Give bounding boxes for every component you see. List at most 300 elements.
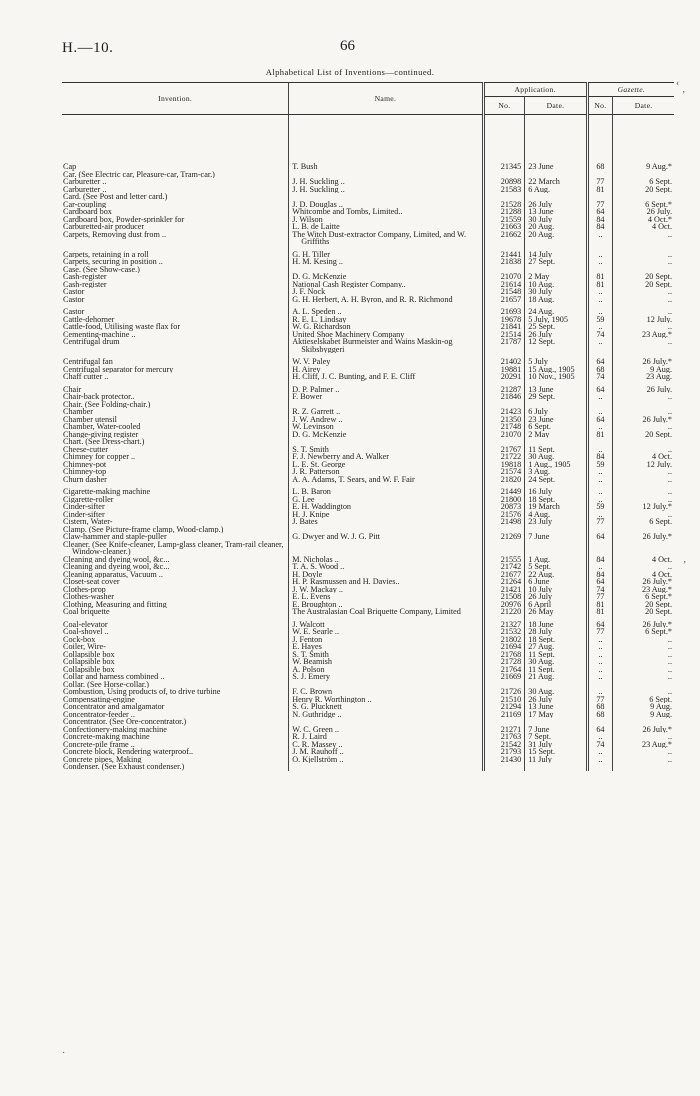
table-row <box>62 266 674 274</box>
name-cell: United Shoe Machinery Company <box>289 331 483 339</box>
invention-cell: Cock-box <box>63 635 96 643</box>
name-cell: S. J. Emery <box>289 673 483 681</box>
table-row <box>62 178 674 186</box>
gazette-no-cell: .. <box>587 303 612 316</box>
application-no-cell: 21070 <box>483 273 525 281</box>
gazette-no-cell: .. <box>587 673 612 681</box>
gazette-no-cell: 84 <box>587 453 612 461</box>
application-no-cell: 21693 <box>483 303 525 316</box>
table-row <box>62 748 674 756</box>
gazette-no-cell: 81 <box>587 281 612 289</box>
gazette-date-cell: .. <box>613 673 674 681</box>
name-cell: G. H. Tiller <box>289 246 483 259</box>
gazette-no-cell: 59 <box>587 316 612 324</box>
invention-cell: Cigarette-roller <box>63 495 114 503</box>
name-cell: H. M. Kesing .. <box>289 258 483 266</box>
invention-cell: Cistern, Water- <box>63 518 113 526</box>
gazette-no-cell: .. <box>587 258 612 266</box>
application-no-cell <box>483 171 525 179</box>
gazette-date-cell: .. <box>613 338 674 353</box>
name-cell: F. Bower <box>289 393 483 401</box>
table-row <box>62 511 674 519</box>
name-cell: A. L. Speden .. <box>289 303 483 316</box>
name-cell: W. E. Searle .. <box>289 628 483 636</box>
gazette-no-cell <box>587 763 612 771</box>
table-row <box>62 171 674 179</box>
gazette-date-cell <box>613 266 674 274</box>
gazette-no-cell: 64 <box>587 353 612 366</box>
name-cell: L. E. St. George <box>289 461 483 469</box>
name-cell: R. Z. Garrett .. <box>289 408 483 416</box>
gazette-no-cell: 74 <box>587 373 612 381</box>
table-row <box>62 258 674 266</box>
application-date-cell: 11 July <box>525 756 587 764</box>
gazette-no-cell <box>587 541 612 556</box>
application-date-cell: 6 July <box>525 408 587 416</box>
application-no-cell: 21802 <box>483 636 525 644</box>
application-date-cell: 5 July <box>525 353 587 366</box>
column-header-application: Application. <box>483 83 587 97</box>
name-cell: National Cash Register Company.. <box>289 281 483 289</box>
application-no-cell: 21767 <box>483 446 525 454</box>
invention-cell: Cigarette-making machine <box>63 487 151 496</box>
application-no-cell <box>483 541 525 556</box>
invention-cell: Coal-shovel .. <box>63 628 109 636</box>
invention-cell: Cinder-sifter <box>63 510 105 518</box>
gazette-date-cell: 26 July.* <box>613 353 674 366</box>
gazette-date-cell: 6 Sept.* <box>613 593 674 601</box>
gazette-date-cell: 23 Aug.* <box>613 741 674 749</box>
table-row <box>62 468 674 476</box>
application-no-cell: 21528 <box>483 201 525 209</box>
table-row <box>62 688 674 696</box>
table-row <box>62 741 674 749</box>
invention-cell: Cash-register <box>63 280 107 288</box>
table-row <box>62 416 674 424</box>
invention-cell: Clothes-prop <box>63 585 106 593</box>
table-row <box>62 726 674 734</box>
gazette-no-cell: .. <box>587 296 612 304</box>
gazette-no-cell: 77 <box>587 628 612 636</box>
table-row <box>62 496 674 504</box>
application-date-cell: 5 Sept. <box>525 563 587 571</box>
table-row <box>62 316 674 324</box>
invention-cell: Chamber utensil <box>63 415 117 423</box>
table-row <box>62 431 674 439</box>
application-date-cell: 16 July <box>525 483 587 496</box>
application-no-cell: 21559 <box>483 216 525 224</box>
gazette-date-cell <box>613 526 674 534</box>
gazette-date-cell: .. <box>613 258 674 266</box>
application-date-cell: 23 July <box>525 518 587 526</box>
application-date-cell <box>525 541 587 556</box>
gazette-no-cell: 68 <box>587 703 612 711</box>
invention-cell: Coal-elevator <box>63 619 108 628</box>
application-no-cell: 21764 <box>483 666 525 674</box>
application-date-cell: 10 Aug. <box>525 281 587 289</box>
invention-cell: Chair. (See Folding-chair.) <box>63 400 151 408</box>
invention-cell: Chair-back protector.. <box>63 393 135 401</box>
gazette-no-cell: 81 <box>587 273 612 281</box>
application-date-cell: 30 Aug. <box>525 658 587 666</box>
application-no-cell: 21614 <box>483 281 525 289</box>
application-no-cell: 19881 <box>483 366 525 374</box>
gazette-no-cell: 77 <box>587 518 612 526</box>
table-row <box>62 756 674 764</box>
application-no-cell <box>483 718 525 726</box>
application-no-cell: 21345 <box>483 115 525 171</box>
name-cell <box>289 763 483 771</box>
name-cell: G. Dwyer and W. J. G. Pitt <box>289 533 483 541</box>
gazette-date-cell: 9 Aug.* <box>613 115 674 171</box>
gazette-no-cell: .. <box>587 666 612 674</box>
gazette-date-cell: 26 July.* <box>613 533 674 541</box>
invention-cell: Carpets, retaining in a roll <box>63 249 149 258</box>
invention-cell: Collar and harness combined .. <box>63 673 165 681</box>
name-cell <box>289 193 483 201</box>
gazette-date-cell: .. <box>613 496 674 504</box>
gazette-date-cell: .. <box>613 393 674 401</box>
gazette-date-cell: .. <box>613 748 674 756</box>
gazette-date-cell <box>613 193 674 201</box>
name-cell: W. G. Richardson <box>289 323 483 331</box>
gazette-date-cell: .. <box>613 636 674 644</box>
application-no-cell: 21820 <box>483 476 525 484</box>
name-cell: R. E. L. Lindsay <box>289 316 483 324</box>
name-cell: H. Airey <box>289 366 483 374</box>
name-cell: W. V. Paley <box>289 353 483 366</box>
column-header-gazette-no: No. <box>587 97 612 115</box>
application-date-cell: 3 Aug. <box>525 468 587 476</box>
application-date-cell: 10 July <box>525 586 587 594</box>
application-date-cell: 29 Sept. <box>525 393 587 401</box>
invention-cell: Chimney-top <box>63 468 107 476</box>
application-date-cell: 6 June <box>525 578 587 586</box>
table-row <box>62 381 674 394</box>
gazette-date-cell: .. <box>613 756 674 764</box>
invention-cell: Cap <box>63 162 77 171</box>
gazette-date-cell <box>613 541 674 556</box>
name-cell: A. Polson <box>289 666 483 674</box>
margin-mark: ‹ <box>676 78 680 89</box>
gazette-no-cell: .. <box>587 231 612 246</box>
name-cell: Aktieselskabet Burmeister and Wains Maskin-og Skibsbyggeri <box>289 338 483 353</box>
table-row <box>62 373 674 381</box>
gazette-date-cell: 9 Aug. <box>613 366 674 374</box>
gazette-date-cell: 12 July. <box>613 461 674 469</box>
name-cell: J. Walcott <box>289 616 483 629</box>
gazette-no-cell: 74 <box>587 586 612 594</box>
table-row <box>62 476 674 484</box>
table-row <box>62 593 674 601</box>
gazette-date-cell: .. <box>613 323 674 331</box>
name-cell: H. Doyle <box>289 571 483 579</box>
name-cell: J. Fenton <box>289 636 483 644</box>
application-date-cell: 5 July, 1905 <box>525 316 587 324</box>
gazette-no-cell <box>587 438 612 446</box>
gazette-no-cell <box>587 681 612 689</box>
application-date-cell: 21 Aug. <box>525 673 587 681</box>
invention-cell: Carpets, securing in position .. <box>63 258 163 266</box>
application-no-cell: 21542 <box>483 741 525 749</box>
application-no-cell <box>483 438 525 446</box>
application-date-cell: 20 Aug. <box>525 231 587 246</box>
gazette-date-cell: 23 Aug. <box>613 373 674 381</box>
name-cell: W. C. Green .. <box>289 726 483 734</box>
invention-cell: Clamp. (See Picture-frame clamp, Wood-clamp.) <box>63 525 224 533</box>
application-date-cell: 30 July <box>525 288 587 296</box>
application-no-cell <box>483 401 525 409</box>
gazette-date-cell: .. <box>613 666 674 674</box>
gazette-date-cell: 9 Aug. <box>613 703 674 711</box>
table-row <box>62 231 674 246</box>
application-date-cell: 26 July <box>525 331 587 339</box>
application-date-cell <box>525 438 587 446</box>
application-date-cell: 27 Sept. <box>525 258 587 266</box>
gazette-no-cell: .. <box>587 446 612 454</box>
invention-cell: Concrete-pile frame .. <box>63 740 135 748</box>
application-no-cell: 21742 <box>483 563 525 571</box>
invention-cell: Collapsible box <box>63 650 115 658</box>
gazette-date-cell: .. <box>613 483 674 496</box>
application-date-cell: 18 June <box>525 616 587 629</box>
name-cell: T. Bush <box>289 115 483 171</box>
table-row <box>62 711 674 719</box>
table-row <box>62 696 674 704</box>
invention-cell: Concentrator and amalgamator <box>63 703 165 711</box>
gazette-date-cell: 6 Sept. <box>613 178 674 186</box>
gazette-no-cell: 77 <box>587 593 612 601</box>
name-cell: W. Beamish <box>289 658 483 666</box>
gazette-date-cell: 6 Sept. <box>613 518 674 526</box>
invention-cell: Concentrator. (See Ore-concentrator.) <box>63 718 187 726</box>
gazette-date-cell: .. <box>613 231 674 246</box>
invention-cell: Concrete-making machine <box>63 733 150 741</box>
gazette-date-cell: .. <box>613 511 674 519</box>
application-no-cell: 21288 <box>483 208 525 216</box>
gazette-no-cell: .. <box>587 323 612 331</box>
application-date-cell: 24 Aug. <box>525 303 587 316</box>
application-no-cell: 21768 <box>483 651 525 659</box>
application-date-cell <box>525 171 587 179</box>
application-date-cell: 6 Sept. <box>525 423 587 431</box>
gazette-date-cell: .. <box>613 468 674 476</box>
invention-cell: Cementing-machine .. <box>63 330 136 338</box>
gazette-no-cell: 77 <box>587 696 612 704</box>
application-date-cell: 15 Sept. <box>525 748 587 756</box>
application-date-cell: 2 May <box>525 273 587 281</box>
name-cell: N. Guthridge .. <box>289 711 483 719</box>
name-cell: E. Hayes <box>289 643 483 651</box>
application-date-cell: 23 June <box>525 115 587 171</box>
table-header <box>62 83 674 115</box>
name-cell: M. Nicholas .. <box>289 556 483 564</box>
invention-cell: Closet-seat cover <box>63 578 120 586</box>
gazette-date-cell: .. <box>613 423 674 431</box>
gazette-date-cell: .. <box>613 446 674 454</box>
gazette-no-cell: 68 <box>587 366 612 374</box>
invention-cell: Cleaning and dyeing wool, &c... <box>63 555 170 563</box>
gazette-date-cell: 6 Sept.* <box>613 628 674 636</box>
name-cell: F. C. Brown <box>289 688 483 696</box>
name-cell <box>289 718 483 726</box>
gazette-no-cell <box>587 266 612 274</box>
gazette-no-cell: .. <box>587 496 612 504</box>
table-row <box>62 303 674 316</box>
name-cell <box>289 541 483 556</box>
application-date-cell: 11 Sept. <box>525 446 587 454</box>
gazette-date-cell: 26 July.* <box>613 726 674 734</box>
gazette-date-cell: .. <box>613 408 674 416</box>
name-cell: O. Kjellström .. <box>289 756 483 764</box>
gazette-date-cell: 20 Sept. <box>613 186 674 194</box>
gazette-no-cell: .. <box>587 476 612 484</box>
gazette-date-cell: .. <box>613 688 674 696</box>
name-cell: S. T. Smith <box>289 651 483 659</box>
name-cell: E. H. Waddington <box>289 503 483 511</box>
table-row <box>62 338 674 353</box>
application-date-cell: 19 March <box>525 503 587 511</box>
column-header-gazette-date: Date. <box>613 97 674 115</box>
invention-cell: Combustion, Using products of, to drive turbine <box>63 688 221 696</box>
name-cell: T. A. S. Wood .. <box>289 563 483 571</box>
gazette-no-cell: 64 <box>587 533 612 541</box>
application-no-cell: 21498 <box>483 518 525 526</box>
table-row <box>62 518 674 526</box>
application-no-cell: 21663 <box>483 223 525 231</box>
gazette-date-cell: .. <box>613 296 674 304</box>
table-row <box>62 483 674 496</box>
gazette-date-cell: 12 July.* <box>613 503 674 511</box>
table-row <box>62 666 674 674</box>
invention-cell: Centrifugal separator for mercury <box>63 365 174 373</box>
name-cell: J. W. Andrew .. <box>289 416 483 424</box>
table-row <box>62 628 674 636</box>
gazette-date-cell: 6 Sept. <box>613 696 674 704</box>
application-no-cell: 21421 <box>483 586 525 594</box>
gazette-no-cell: 77 <box>587 201 612 209</box>
application-no-cell: 21548 <box>483 288 525 296</box>
name-cell: J. Wilson <box>289 216 483 224</box>
gazette-date-cell: 20 Sept. <box>613 608 674 616</box>
table-row <box>62 601 674 609</box>
gazette-no-cell: 84 <box>587 216 612 224</box>
invention-cell: Coal briquette <box>63 608 110 616</box>
invention-cell: Cattle-food, Utilising waste flax for <box>63 323 181 331</box>
inventions-table <box>62 82 674 771</box>
application-no-cell: 21327 <box>483 616 525 629</box>
gazette-date-cell: 4 Oct. <box>613 571 674 579</box>
table-row <box>62 556 674 564</box>
name-cell: J. Bates <box>289 518 483 526</box>
application-date-cell: 18 Sept. <box>525 636 587 644</box>
invention-cell: Change-giving register <box>63 430 139 438</box>
invention-cell: Car-coupling <box>63 200 107 208</box>
application-no-cell: 21662 <box>483 231 525 246</box>
application-date-cell: 6 April <box>525 601 587 609</box>
gazette-no-cell: .. <box>587 643 612 651</box>
table-row <box>62 533 674 541</box>
table-row <box>62 503 674 511</box>
application-no-cell: 21763 <box>483 733 525 741</box>
gazette-no-cell: .. <box>587 246 612 259</box>
name-cell: Henry R. Worthington .. <box>289 696 483 704</box>
table-row <box>62 643 674 651</box>
gazette-date-cell <box>613 718 674 726</box>
application-date-cell: 30 Aug. <box>525 453 587 461</box>
application-date-cell: 18 Aug. <box>525 296 587 304</box>
application-no-cell: 21287 <box>483 381 525 394</box>
invention-cell: Chimney-pot <box>63 460 107 468</box>
application-date-cell: 7 Sept. <box>525 733 587 741</box>
application-no-cell: 21220 <box>483 608 525 616</box>
invention-cell: Case. (See Show-case.) <box>63 265 140 273</box>
invention-cell: Carpets, Removing dust from .. <box>63 230 167 239</box>
gazette-no-cell: 74 <box>587 741 612 749</box>
name-cell: Whitcombe and Tombs, Limited.. <box>289 208 483 216</box>
gazette-no-cell: 59 <box>587 503 612 511</box>
table-row <box>62 281 674 289</box>
gazette-no-cell: .. <box>587 288 612 296</box>
gazette-date-cell: 4 Oct. <box>613 453 674 461</box>
gazette-no-cell: 68 <box>587 115 612 171</box>
name-cell <box>289 266 483 274</box>
gazette-no-cell: 84 <box>587 223 612 231</box>
application-date-cell: 13 June <box>525 703 587 711</box>
application-no-cell: 20976 <box>483 601 525 609</box>
gazette-no-cell: .. <box>587 468 612 476</box>
gazette-no-cell: .. <box>587 658 612 666</box>
name-cell: J. F. Nock <box>289 288 483 296</box>
invention-cell: Confectionery-making machine <box>63 725 167 733</box>
table-row <box>62 616 674 629</box>
application-no-cell <box>483 681 525 689</box>
application-date-cell: 27 Aug. <box>525 643 587 651</box>
gazette-date-cell <box>613 438 674 446</box>
invention-cell: Chimney for copper .. <box>63 453 136 461</box>
gazette-date-cell: 4 Oct.* <box>613 216 674 224</box>
gazette-no-cell: .. <box>587 511 612 519</box>
name-cell: R. J. Laird <box>289 733 483 741</box>
table-row <box>62 401 674 409</box>
gazette-no-cell: .. <box>587 733 612 741</box>
gazette-no-cell: 64 <box>587 208 612 216</box>
column-header-application-date: Date. <box>525 97 587 115</box>
name-cell: W. Levinson <box>289 423 483 431</box>
table-row <box>62 541 674 556</box>
application-date-cell <box>525 718 587 726</box>
name-cell: J. M. Rauhoff .. <box>289 748 483 756</box>
gazette-no-cell: .. <box>587 423 612 431</box>
gazette-no-cell <box>587 718 612 726</box>
application-no-cell: 21510 <box>483 696 525 704</box>
gazette-no-cell: .. <box>587 748 612 756</box>
name-cell: J. H. Suckling .. <box>289 178 483 186</box>
gazette-date-cell: 26 July. <box>613 208 674 216</box>
gazette-no-cell <box>587 193 612 201</box>
invention-cell: Clothing, Measuring and fitting <box>63 600 167 608</box>
gazette-no-cell: .. <box>587 338 612 353</box>
application-no-cell: 19678 <box>483 316 525 324</box>
gazette-date-cell <box>613 763 674 771</box>
invention-cell: Collapsible box <box>63 658 115 666</box>
invention-cell: Cleaning apparatus, Vacuum .. <box>63 570 163 578</box>
table-row <box>62 223 674 231</box>
gazette-no-cell: .. <box>587 563 612 571</box>
gazette-no-cell: 64 <box>587 616 612 629</box>
application-date-cell: 7 June <box>525 726 587 734</box>
application-no-cell: 21694 <box>483 643 525 651</box>
